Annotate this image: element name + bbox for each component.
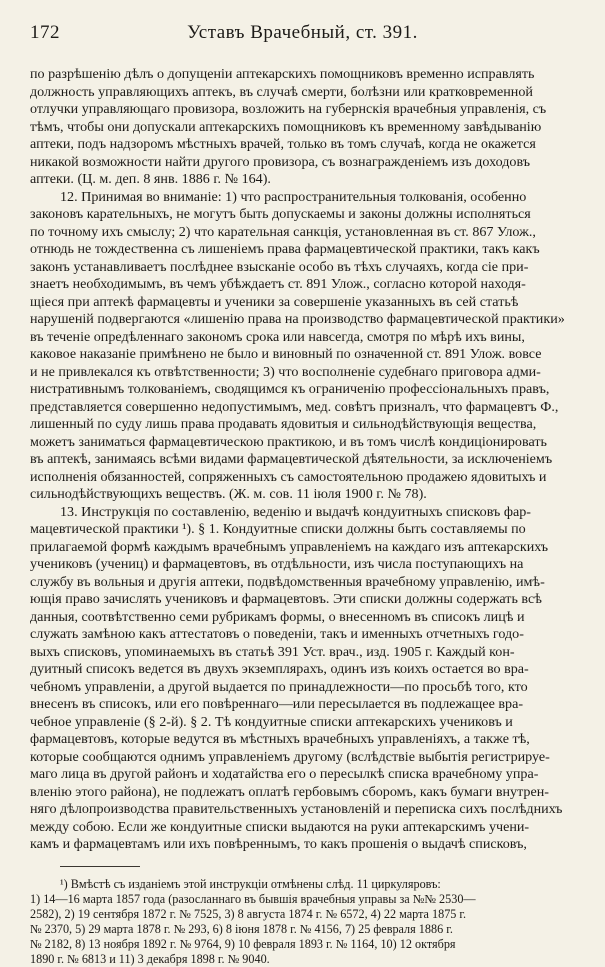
text-line: нистративнымъ толкованіемъ, сводящимся къ ограниченію профессіональныхъ правъ, [30, 381, 550, 397]
text-line: прилагаемой формѣ каждымъ врачебнымъ управленіемъ на каждаго изъ аптекарскихъ [30, 538, 549, 555]
text-line: аптеки. (Ц. м. деп. 8 янв. 1886 г. № 164). [30, 171, 271, 187]
text-line: 12. Принимая во вниманіе: 1) что распространительныя толкованія, особенно [60, 188, 527, 205]
text-line: аптеки, подъ надзоромъ мѣстныхъ врачей, только въ томъ случаѣ, когда не окажется [30, 136, 536, 152]
text-line: мацевтической практики ¹). § 1. Кондуитные списки должны быть составляемы по [30, 521, 526, 537]
text-line: дуитный списокъ ведется въ двухъ экземплярахъ, одинъ изъ коихъ остается во вра- [30, 661, 529, 677]
text-line: по точному ихъ смыслу; 2) что карательная санкція, установленная въ ст. 867 Улож., [30, 223, 536, 240]
body-text [30, 66, 575, 967]
text-line: законъ устанавливаетъ послѣднее взысканіе особо въ тѣхъ случаяхъ, когда сіе при- [30, 258, 529, 275]
text-line: законовъ карательныхъ, не могутъ быть допускаемы и законы должны исполняться [30, 206, 531, 222]
text-line: тѣмъ, чтобы они допускали аптекарскихъ помощниковъ къ временному завѣдыванію [30, 118, 542, 135]
text-line: сильнодѣйствующихъ веществъ. (Ж. м. сов. 11 іюля 1900 г. № 78). [30, 486, 427, 502]
footnote-line: № 2370, 5) 29 марта 1878 г. № 293, 6) 8 іюня 1878 г. № 4156, 7) 25 февраля 1886 г. [30, 921, 453, 936]
text-line: няго дѣлопроизводства правительственныхъ установленій и переписка сихъ послѣднихъ [30, 801, 563, 817]
text-line: лишенный по суду лишь права продавать ядовитыя и сильнодѣйствующія вещества, [30, 416, 537, 432]
text-line: выхъ списковъ, упоминаемыхъ въ статьѣ 391 Уст. врач., изд. 1905 г. Каждый кон- [30, 643, 515, 660]
footnote-divider [60, 866, 140, 867]
text-line: и не привлекался къ отвѣтственности; 3) что восполненіе судебнаго приговора адми- [30, 363, 541, 380]
text-line: учениковъ (учениц) и фармацевтовъ, въ отдѣльности, изъ числа поступающихъ на [30, 556, 524, 572]
text-line: ющія право зачислять учениковъ и фармацевтовъ. Эти списки должны содержать всѣ [30, 591, 542, 607]
text-line: знаетъ необходимымъ, въ чемъ убѣждаетъ ст. 891 Улож., согласно которой находя- [30, 276, 526, 292]
page-number: 172 [30, 22, 60, 43]
text-line: 13. Инструкція по составленію, веденію и выдачѣ кондуитныхъ списковъ фар- [60, 503, 531, 520]
text-line: вленію этого района), не подлежатъ оплатѣ гербовымъ сборомъ, какъ бумаги внутрен- [30, 783, 549, 800]
text-line: фармацевтовъ, которые ведутся въ мѣстныхъ врачебныхъ управленіяхъ, а также тѣ, [30, 731, 530, 747]
text-line: нарушеній подвергаются «лишенію права на производство фармацевтической практики» [30, 311, 565, 327]
running-title: Уставъ Врачебный, ст. 391. [187, 22, 418, 43]
text-line: данныя, соотвѣтственно семи рубрикамъ формы, о внесенномъ въ списокъ лицѣ и [30, 608, 525, 625]
text-line: чебномъ управленіи, а другой выдается по принадлежности—по просьбѣ того, кто [30, 678, 528, 695]
text-line: представляется совершенно недопустимымъ, мед. совѣтъ призналъ, что фармацевтъ Ф., [30, 398, 559, 415]
footnote-line: 1890 г. № 6813 и 11) 3 декабря 1898 г. № 9040. [30, 951, 270, 966]
text-line: отнюдь не тождественна съ лишеніемъ права фармацевтической практики, такъ какъ [30, 241, 540, 257]
text-line: службу въ вольныя и другія аптеки, подвѣдомственныя врачебному управленію, имѣ- [30, 573, 545, 590]
footnote-line: № 2182, 8) 13 ноября 1892 г. № 9764, 9) 10 февраля 1893 г. № 1164, 10) 12 октября [30, 936, 456, 951]
footnote [30, 877, 575, 967]
footnote-line: 2582), 2) 19 сентября 1872 г. № 7525, 3) 8 августа 1874 г. № 6572, 4) 22 марта 1875 г. [30, 906, 467, 921]
text-line: которые сообщаются однимъ управленіемъ другому (вслѣдствіе выбытія регистрируе- [30, 748, 550, 765]
text-line: никакой возможности найти другого провизора, съ вознагражденіемъ изъ доходовъ [30, 153, 531, 170]
text-line: должность управляющихъ аптекъ, въ случаѣ смерти, болѣзни или кратковременной [30, 83, 533, 100]
text-line: служать замѣною какъ аттестатовъ о поведеніи, такъ и именныхъ отчетныхъ годо- [30, 626, 524, 642]
text-line: между собою. Если же кондуитные списки выдаются на руки аптекарскимъ учени- [30, 818, 530, 835]
text-line: въ теченіе опредѣленнаго закономъ срока или навсегда, смотря по мѣрѣ ихъ вины, [30, 328, 525, 345]
text-line: въ аптекѣ, занимаясь всѣми видами фармацевтической дѣятельности, за исключеніемъ [30, 451, 553, 467]
text-line: щіеся при аптекѣ фармацевты и ученики за совершеніе указанныхъ въ сей статьѣ [30, 293, 519, 310]
text-line: чебное управленіе (§ 2-й). § 2. Тѣ кондуитные списки аптекарскихъ учениковъ и [30, 713, 513, 730]
page-header [30, 22, 575, 48]
footnote-line: 1) 14—16 марта 1857 года (разосланнаго въ бывшія врачебныя управы за №№ 2530— [30, 891, 476, 906]
text-line: по разрѣшенію дѣлъ о допущеніи аптекарскихъ помощниковъ временно исправлять [30, 66, 535, 82]
footnote-line: ¹) Вмѣстѣ съ изданіемъ этой инструкціи отмѣнены слѣд. 11 циркуляровъ: [60, 876, 441, 891]
text-line: исполненія обязанностей, сопряженныхъ съ самостоятельною продажею ядовитыхъ и [30, 468, 547, 485]
text-line: каковое наказаніе примѣнено не было и виновный по означенной ст. 891 Улож. вовсе [30, 346, 542, 362]
text-line: камъ и фармацевтамъ или ихъ повѣреннымъ, то какъ прошенія о выдачѣ списковъ, [30, 836, 527, 852]
text-line: можетъ заниматься фармацевтическою практикою, и въ томъ числѣ кондиціонировать [30, 433, 547, 450]
text-line: маго лица въ другой районъ и ходатайства его о пересылкѣ списка врачебному упра- [30, 766, 539, 782]
text-line: внесенъ въ списокъ, или его повѣреннаго—или пересылается въ подлежащее вра- [30, 696, 524, 712]
text-line: отлучки управляющаго провизора, возложить на губернскія врачебныя управленія, съ [30, 101, 547, 117]
